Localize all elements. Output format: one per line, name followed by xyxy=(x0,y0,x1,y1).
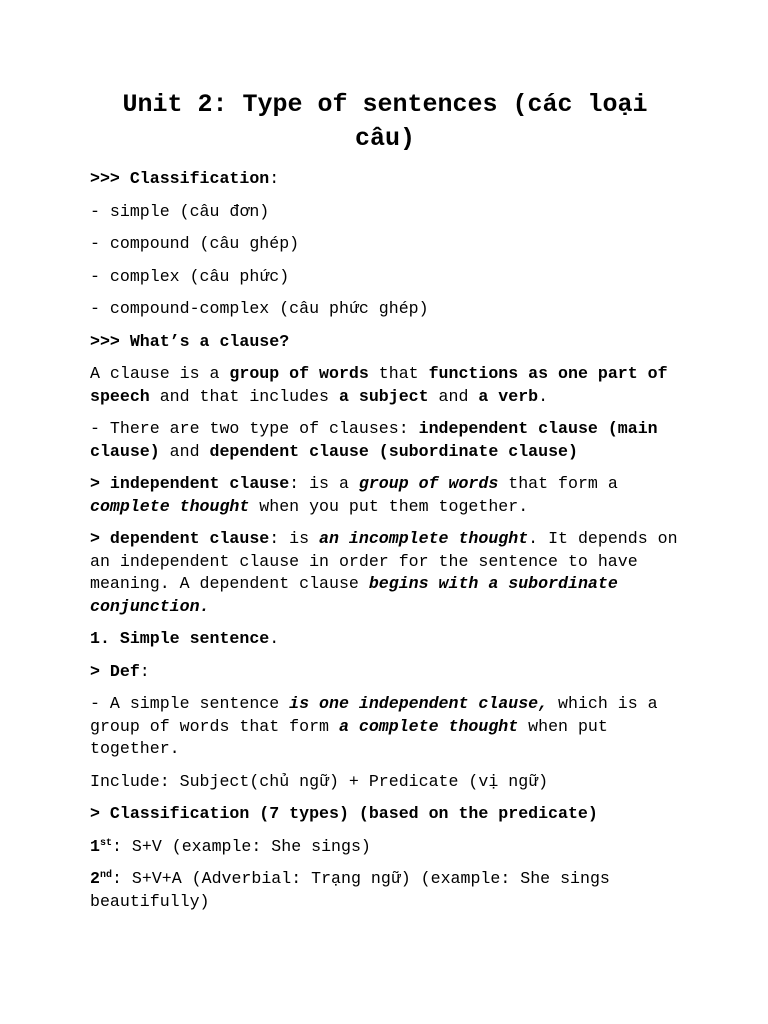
type-2: 2nd: S+V+A (Adverbial: Trạng ngữ) (example: She sings beautifully) xyxy=(90,869,610,911)
include-line: Include: Subject(chủ ngữ) + Predicate (vị ngữ) xyxy=(90,771,549,791)
classification-item-complex: - complex (câu phức) xyxy=(90,266,290,286)
dependent-clause-definition: > dependent clause: is an incomplete thought. It depends on an independent clause in order for the sentence to have meaning. A dependent clause begins with a subordinate conjunction. xyxy=(90,529,678,616)
def-heading: > Def: xyxy=(90,661,150,681)
classification-item-simple: - simple (câu đơn) xyxy=(90,201,270,221)
simple-sentence-definition: - A simple sentence is one independent clause, which is a group of words that form a complete thought when put together. xyxy=(90,694,658,758)
document-page xyxy=(90,88,680,923)
classification-types-heading: > Classification (7 types) (based on the predicate) xyxy=(90,804,598,823)
classification-item-compound: - compound (câu ghép) xyxy=(90,234,300,253)
classification-heading: >>> Classification: xyxy=(90,169,280,188)
independent-clause-definition: > independent clause: is a group of words that form a complete thought when you put them together. xyxy=(90,474,618,516)
clause-definition: A clause is a group of words that functions as one part of speech and that includes a subject and a verb. xyxy=(90,364,668,406)
classification-item-compound-complex: - compound-complex (câu phức ghép) xyxy=(90,299,429,318)
clause-types: - There are two type of clauses: independent clause (main clause) and dependent clause (subordinate clause) xyxy=(90,419,658,461)
page-title: Unit 2: Type of sentences (các loại câu) xyxy=(122,90,648,153)
simple-sentence-heading: 1. Simple sentence. xyxy=(90,629,280,648)
clause-heading: >>> What’s a clause? xyxy=(90,331,290,351)
type-1: 1st: S+V (example: She sings) xyxy=(90,836,371,856)
